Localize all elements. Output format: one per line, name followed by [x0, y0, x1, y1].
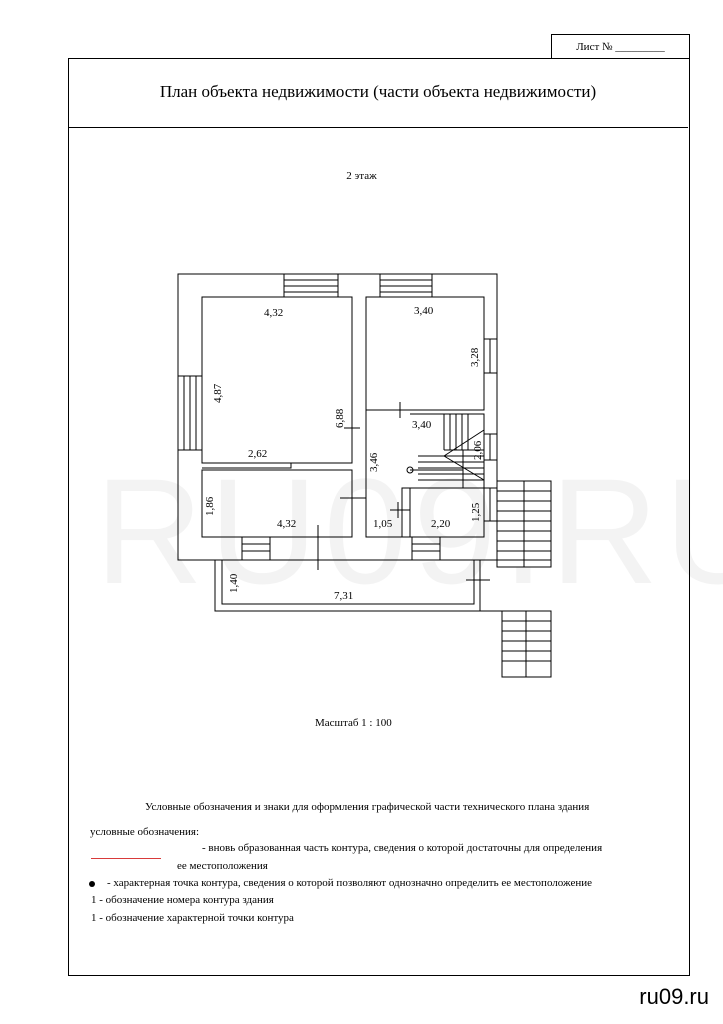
- sheet-number-box: Лист № _________: [551, 34, 690, 59]
- external-stair-upper: [497, 481, 551, 567]
- dim-room1-depth: 4,87: [212, 383, 224, 403]
- room-1: [202, 297, 352, 463]
- dim-room3-width: 4,32: [277, 518, 297, 530]
- legend-contour-number: 1 - обозначение номера контура здания: [91, 894, 274, 906]
- dim-stair-depth: 2,06: [472, 440, 484, 460]
- dim-room1-width: 4,32: [264, 307, 284, 319]
- dim-room3-depth: 1,86: [204, 496, 216, 516]
- legend-dot-text: - характерная точка контура, сведения о которой позволяют однозначно определить ее местоположение: [107, 877, 593, 889]
- dim-room2-width: 3,40: [414, 305, 434, 317]
- room-1-partition: [202, 463, 291, 468]
- dim-balcony-depth: 1,40: [228, 573, 240, 593]
- legend-subheading: условные обозначения:: [90, 826, 200, 838]
- landing: [480, 560, 551, 611]
- dim-closet-width: 1,05: [373, 518, 393, 530]
- dim-hall-length: 6,88: [334, 408, 346, 428]
- dim-bath-width: 2,20: [431, 518, 451, 530]
- dim-hall-depth: 3,46: [368, 452, 380, 472]
- external-stair-lower: [502, 611, 551, 677]
- dim-stair-width: 3,40: [412, 419, 432, 431]
- dim-room1-partition: 2,62: [248, 448, 268, 460]
- floor-label: 2 этаж: [346, 170, 377, 182]
- contour-point-dot-icon: [89, 881, 95, 887]
- scale-label: Масштаб 1 : 100: [315, 717, 392, 729]
- legend-point-number: 1 - обозначение характерной точки контура: [91, 912, 294, 924]
- page-title: План объекта недвижимости (части объекта недвижимости): [159, 82, 597, 101]
- legend-red-line-text-2: ее местоположения: [177, 860, 268, 872]
- brand-label: ru09.ru: [639, 984, 709, 1009]
- legend-red-line-text-1: - вновь образованная часть контура, сведения о которой достаточны для определения: [202, 842, 603, 854]
- legend-heading: Условные обозначения и знаки для оформления графической части технического плана здания: [145, 801, 590, 813]
- dim-bath-depth: 1,25: [470, 502, 482, 522]
- red-line-sample: [91, 858, 161, 859]
- balcony-outline: [215, 560, 480, 611]
- dim-balcony-length: 7,31: [334, 590, 354, 602]
- dim-room2-depth: 3,28: [469, 347, 481, 367]
